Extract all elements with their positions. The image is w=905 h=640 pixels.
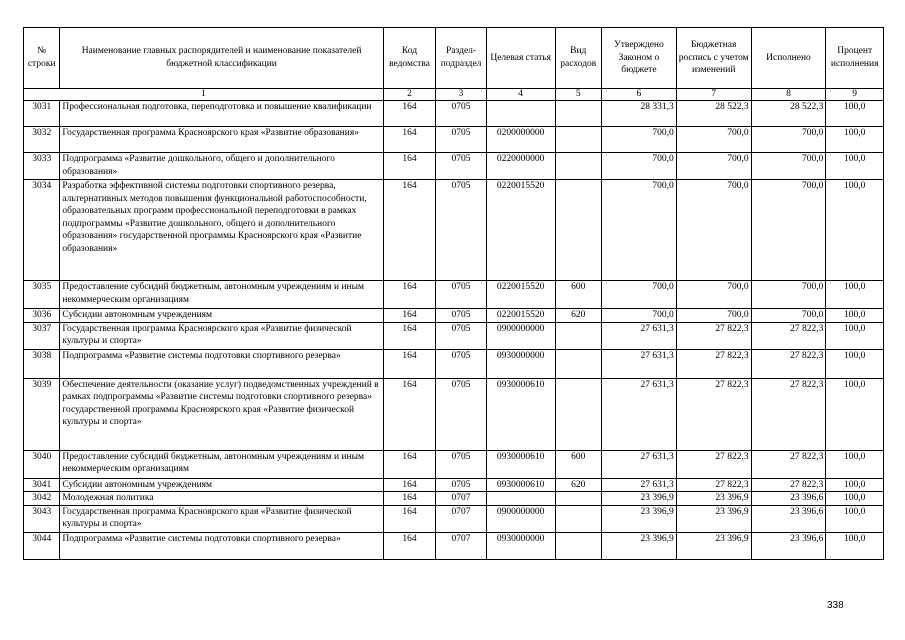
row-name: Предоставление субсидий бюджетным, автономным учреждениям и иным некоммерческим организациям xyxy=(60,281,383,309)
expense-type: 620 xyxy=(555,478,601,492)
section-code: 0707 xyxy=(436,492,487,506)
header-approved: Утверждено Законом о бюджете xyxy=(602,28,677,89)
header-budget-schedule: Бюджетная роспись с учетом изменений xyxy=(676,28,751,89)
approved-amount: 28 331,3 xyxy=(602,101,677,127)
executed-amount: 27 822,3 xyxy=(751,450,826,478)
execution-percent: 100,0 xyxy=(826,153,884,180)
expense-type xyxy=(555,101,601,127)
execution-percent: 100,0 xyxy=(826,478,884,492)
row-name: Подпрограмма «Развитие системы подготовки спортивного резерва» xyxy=(60,349,383,378)
schedule-amount: 700,0 xyxy=(676,127,751,153)
row-name: Предоставление субсидий бюджетным, автономным учреждениям и иным некоммерческим организациям xyxy=(60,450,383,478)
target-code: 0930000610 xyxy=(486,478,555,492)
row-number: 3038 xyxy=(24,349,60,378)
execution-percent: 100,0 xyxy=(826,180,884,281)
dept-code: 164 xyxy=(383,309,436,323)
row-name: Государственная программа Красноярского края «Развитие физической культуры и спорта» xyxy=(60,505,383,532)
execution-percent: 100,0 xyxy=(826,532,884,559)
executed-amount: 23 396,6 xyxy=(751,505,826,532)
expense-type xyxy=(555,180,601,281)
row-number: 3032 xyxy=(24,127,60,153)
row-number: 3033 xyxy=(24,153,60,180)
table-row xyxy=(24,378,884,450)
section-code: 0707 xyxy=(436,505,487,532)
approved-amount: 700,0 xyxy=(602,281,677,309)
row-name: Субсидии автономным учреждениям xyxy=(60,309,383,323)
section-code: 0705 xyxy=(436,322,487,349)
row-name: Молодежная политика xyxy=(60,492,383,506)
schedule-amount: 700,0 xyxy=(676,180,751,281)
schedule-amount: 28 522,3 xyxy=(676,101,751,127)
dept-code: 164 xyxy=(383,127,436,153)
page-number: 338 xyxy=(827,600,844,611)
table-row xyxy=(24,450,884,478)
expense-type xyxy=(555,492,601,506)
section-code: 0705 xyxy=(436,478,487,492)
execution-percent: 100,0 xyxy=(826,101,884,127)
schedule-amount: 27 822,3 xyxy=(676,478,751,492)
header-target: Целевая статья xyxy=(486,28,555,89)
approved-amount: 700,0 xyxy=(602,309,677,323)
expense-type: 600 xyxy=(555,281,601,309)
dept-code: 164 xyxy=(383,322,436,349)
schedule-amount: 23 396,9 xyxy=(676,505,751,532)
target-code: 0930000610 xyxy=(486,378,555,450)
dept-code: 164 xyxy=(383,281,436,309)
header-dept-code: Код ведомства xyxy=(383,28,436,89)
expense-type xyxy=(555,378,601,450)
column-number: 3 xyxy=(436,89,487,101)
table-row xyxy=(24,127,884,153)
table-row xyxy=(24,322,884,349)
dept-code: 164 xyxy=(383,532,436,559)
section-code: 0705 xyxy=(436,127,487,153)
row-number: 3036 xyxy=(24,309,60,323)
executed-amount: 27 822,3 xyxy=(751,478,826,492)
approved-amount: 700,0 xyxy=(602,153,677,180)
section-code: 0705 xyxy=(436,281,487,309)
column-number: 4 xyxy=(486,89,555,101)
executed-amount: 27 822,3 xyxy=(751,322,826,349)
executed-amount: 28 522,3 xyxy=(751,101,826,127)
executed-amount: 700,0 xyxy=(751,127,826,153)
row-name: Разработка эффективной системы подготовки спортивного резерва, альтернативных методов повышения функциональной работоспособности, образовательных программ профессиональной переподготовки в рамках подпрограммы «Развитие дошкольного, общего и дополнительного образования» государственной программы Красноярского края «Развитие образования» xyxy=(60,180,383,281)
execution-percent: 100,0 xyxy=(826,281,884,309)
target-code: 0220015520 xyxy=(486,281,555,309)
row-number: 3040 xyxy=(24,450,60,478)
target-code: 0900000000 xyxy=(486,322,555,349)
dept-code: 164 xyxy=(383,378,436,450)
dept-code: 164 xyxy=(383,478,436,492)
target-code: 0220015520 xyxy=(486,309,555,323)
row-number: 3041 xyxy=(24,478,60,492)
schedule-amount: 27 822,3 xyxy=(676,378,751,450)
dept-code: 164 xyxy=(383,505,436,532)
expense-type xyxy=(555,349,601,378)
row-number: 3037 xyxy=(24,322,60,349)
row-number: 3042 xyxy=(24,492,60,506)
schedule-amount: 700,0 xyxy=(676,281,751,309)
row-number: 3034 xyxy=(24,180,60,281)
expense-type xyxy=(555,532,601,559)
row-name: Обеспечение деятельности (оказание услуг) подведомственных учреждений в рамках подпрограммы «Развитие системы подготовки спортивного резерва» государственной программы Красноярского края «Развитие физической культуры и спорта» xyxy=(60,378,383,450)
execution-percent: 100,0 xyxy=(826,127,884,153)
executed-amount: 700,0 xyxy=(751,309,826,323)
row-name: Подпрограмма «Развитие системы подготовки спортивного резерва» xyxy=(60,532,383,559)
header-section: Раздел- подраздел xyxy=(436,28,487,89)
dept-code: 164 xyxy=(383,101,436,127)
executed-amount: 27 822,3 xyxy=(751,378,826,450)
target-code: 0930000000 xyxy=(486,532,555,559)
target-code: 0930000610 xyxy=(486,450,555,478)
executed-amount: 700,0 xyxy=(751,153,826,180)
section-code: 0705 xyxy=(436,180,487,281)
section-code: 0705 xyxy=(436,309,487,323)
table-row xyxy=(24,281,884,309)
approved-amount: 23 396,9 xyxy=(602,532,677,559)
execution-percent: 100,0 xyxy=(826,378,884,450)
expense-type xyxy=(555,127,601,153)
table-row xyxy=(24,309,884,323)
column-numbers-row xyxy=(24,89,884,101)
dept-code: 164 xyxy=(383,450,436,478)
executed-amount: 700,0 xyxy=(751,281,826,309)
dept-code: 164 xyxy=(383,492,436,506)
target-code: 0930000000 xyxy=(486,349,555,378)
approved-amount: 700,0 xyxy=(602,180,677,281)
schedule-amount: 700,0 xyxy=(676,153,751,180)
column-number: 6 xyxy=(602,89,677,101)
target-code xyxy=(486,492,555,506)
table-row xyxy=(24,478,884,492)
column-number: 9 xyxy=(826,89,884,101)
dept-code: 164 xyxy=(383,349,436,378)
approved-amount: 27 631,3 xyxy=(602,450,677,478)
schedule-amount: 23 396,9 xyxy=(676,532,751,559)
expense-type xyxy=(555,153,601,180)
row-name: Государственная программа Красноярского края «Развитие физической культуры и спорта» xyxy=(60,322,383,349)
section-code: 0707 xyxy=(436,532,487,559)
approved-amount: 700,0 xyxy=(602,127,677,153)
schedule-amount: 27 822,3 xyxy=(676,450,751,478)
row-name: Подпрограмма «Развитие дошкольного, общего и дополнительного образования» xyxy=(60,153,383,180)
column-number: 8 xyxy=(751,89,826,101)
table-row xyxy=(24,101,884,127)
table-row xyxy=(24,349,884,378)
approved-amount: 27 631,3 xyxy=(602,478,677,492)
section-code: 0705 xyxy=(436,101,487,127)
executed-amount: 27 822,3 xyxy=(751,349,826,378)
expense-type xyxy=(555,505,601,532)
target-code: 0220015520 xyxy=(486,180,555,281)
expense-type: 600 xyxy=(555,450,601,478)
approved-amount: 23 396,9 xyxy=(602,492,677,506)
column-number: 7 xyxy=(676,89,751,101)
target-code: 0200000000 xyxy=(486,127,555,153)
row-name: Профессиональная подготовка, переподготовка и повышение квалификации xyxy=(60,101,383,127)
dept-code: 164 xyxy=(383,153,436,180)
header-row xyxy=(24,28,884,89)
row-number: 3031 xyxy=(24,101,60,127)
table-row xyxy=(24,180,884,281)
schedule-amount: 27 822,3 xyxy=(676,322,751,349)
expense-type xyxy=(555,322,601,349)
row-name: Государственная программа Красноярского края «Развитие образования» xyxy=(60,127,383,153)
execution-percent: 100,0 xyxy=(826,450,884,478)
executed-amount: 700,0 xyxy=(751,180,826,281)
approved-amount: 27 631,3 xyxy=(602,378,677,450)
schedule-amount: 27 822,3 xyxy=(676,349,751,378)
row-name: Субсидии автономным учреждениям xyxy=(60,478,383,492)
execution-percent: 100,0 xyxy=(826,309,884,323)
section-code: 0705 xyxy=(436,153,487,180)
schedule-amount: 700,0 xyxy=(676,309,751,323)
table-row xyxy=(24,532,884,559)
budget-table xyxy=(23,27,884,560)
table-row xyxy=(24,153,884,180)
approved-amount: 27 631,3 xyxy=(602,349,677,378)
target-code xyxy=(486,101,555,127)
execution-percent: 100,0 xyxy=(826,492,884,506)
section-code: 0705 xyxy=(436,378,487,450)
execution-percent: 100,0 xyxy=(826,349,884,378)
expense-type: 620 xyxy=(555,309,601,323)
header-name: Наименование главных распорядителей и наименование показателей бюджетной классификации xyxy=(60,28,383,89)
row-number: 3039 xyxy=(24,378,60,450)
execution-percent: 100,0 xyxy=(826,322,884,349)
table-row xyxy=(24,505,884,532)
section-code: 0705 xyxy=(436,349,487,378)
column-number: 5 xyxy=(555,89,601,101)
schedule-amount: 23 396,9 xyxy=(676,492,751,506)
row-number: 3035 xyxy=(24,281,60,309)
header-row-no: № строки xyxy=(24,28,60,89)
row-number: 3044 xyxy=(24,532,60,559)
column-number: 1 xyxy=(24,89,384,101)
dept-code: 164 xyxy=(383,180,436,281)
executed-amount: 23 396,6 xyxy=(751,532,826,559)
target-code: 0220000000 xyxy=(486,153,555,180)
table-row xyxy=(24,492,884,506)
section-code: 0705 xyxy=(436,450,487,478)
header-expense-type: Вид расходов xyxy=(555,28,601,89)
execution-percent: 100,0 xyxy=(826,505,884,532)
header-executed: Исполнено xyxy=(751,28,826,89)
target-code: 0900000000 xyxy=(486,505,555,532)
column-number: 2 xyxy=(383,89,436,101)
row-number: 3043 xyxy=(24,505,60,532)
header-percent: Процент исполнения xyxy=(826,28,884,89)
approved-amount: 23 396,9 xyxy=(602,505,677,532)
executed-amount: 23 396,6 xyxy=(751,492,826,506)
approved-amount: 27 631,3 xyxy=(602,322,677,349)
